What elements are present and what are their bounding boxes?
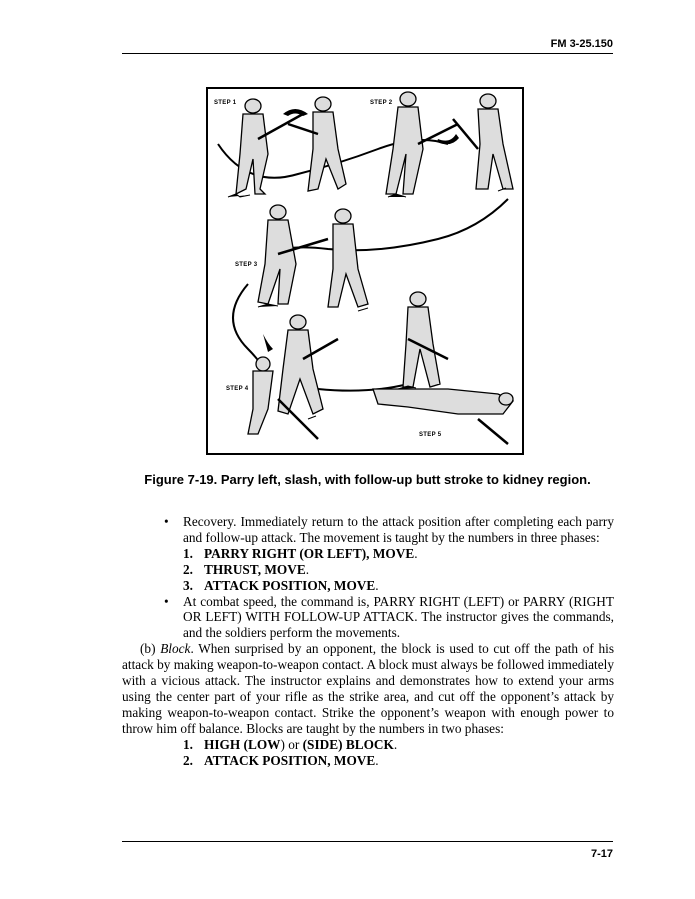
list-item: 3. ATTACK POSITION, MOVE.	[183, 577, 379, 593]
paragraph-marker: (b)	[140, 641, 156, 657]
step-4-label: STEP 4	[226, 386, 249, 392]
bullet-recovery	[122, 514, 614, 546]
header-rule	[122, 53, 613, 54]
soldier-drill-drawing	[208, 89, 521, 452]
document-id: FM 3-25.150	[550, 38, 613, 50]
figure-caption: Figure 7-19. Parry left, slash, with follow-up butt stroke to kidney region.	[144, 472, 591, 487]
list-item: 1. PARRY RIGHT (OR LEFT), MOVE.	[183, 545, 418, 561]
bullet-combat-speed	[122, 594, 614, 642]
bullet-icon: •	[164, 514, 169, 529]
block-paragraph-text: . When surprised by an opponent, the block is used to cut off the path of his attack by making weapon-to-weapon contact. A block must always be followed immediately with a vicious attack. The instructor explains and demonstrates how to extend your arms using the center part of your rifle as the strike area, and cut off the opponent’s attack by making weapon-to-weapon contact. Strike the opponent’s weapon with enough power to throw him off balance. Blocks are taught by the numbers in two phases:	[122, 641, 614, 736]
bullet-recovery-text: Recovery. Immediately return to the attack position after completing each parry and follow-up attack. The movement is taught by the numbers in three phases:	[183, 514, 614, 545]
recovery-phase-list	[122, 546, 614, 594]
bullet-combat-speed-text: At combat speed, the command is, PARRY RIGHT (LEFT) or PARRY (RIGHT OR LEFT) WITH FOLLOW-UP ATTACK. The instructor gives the commands, and the soldiers perform the movements.	[183, 593, 614, 641]
step-5-label: STEP 5	[419, 432, 442, 438]
block-term: Block	[160, 641, 191, 657]
footer-rule	[122, 841, 613, 842]
body-text	[122, 514, 614, 769]
step-3-label: STEP 3	[235, 262, 258, 268]
list-item: 2. ATTACK POSITION, MOVE.	[183, 752, 379, 768]
step-2-label: STEP 2	[370, 100, 393, 106]
list-item: 1. HIGH (LOW) or (SIDE) BLOCK.	[183, 736, 398, 752]
list-item: 2. THRUST, MOVE.	[183, 561, 310, 577]
step-1-label: STEP 1	[214, 100, 237, 106]
block-phase-list	[122, 737, 614, 769]
block-paragraph	[122, 641, 614, 736]
page-number: 7-17	[590, 848, 613, 860]
bullet-icon: •	[164, 593, 169, 609]
figure-illustration	[206, 87, 524, 455]
